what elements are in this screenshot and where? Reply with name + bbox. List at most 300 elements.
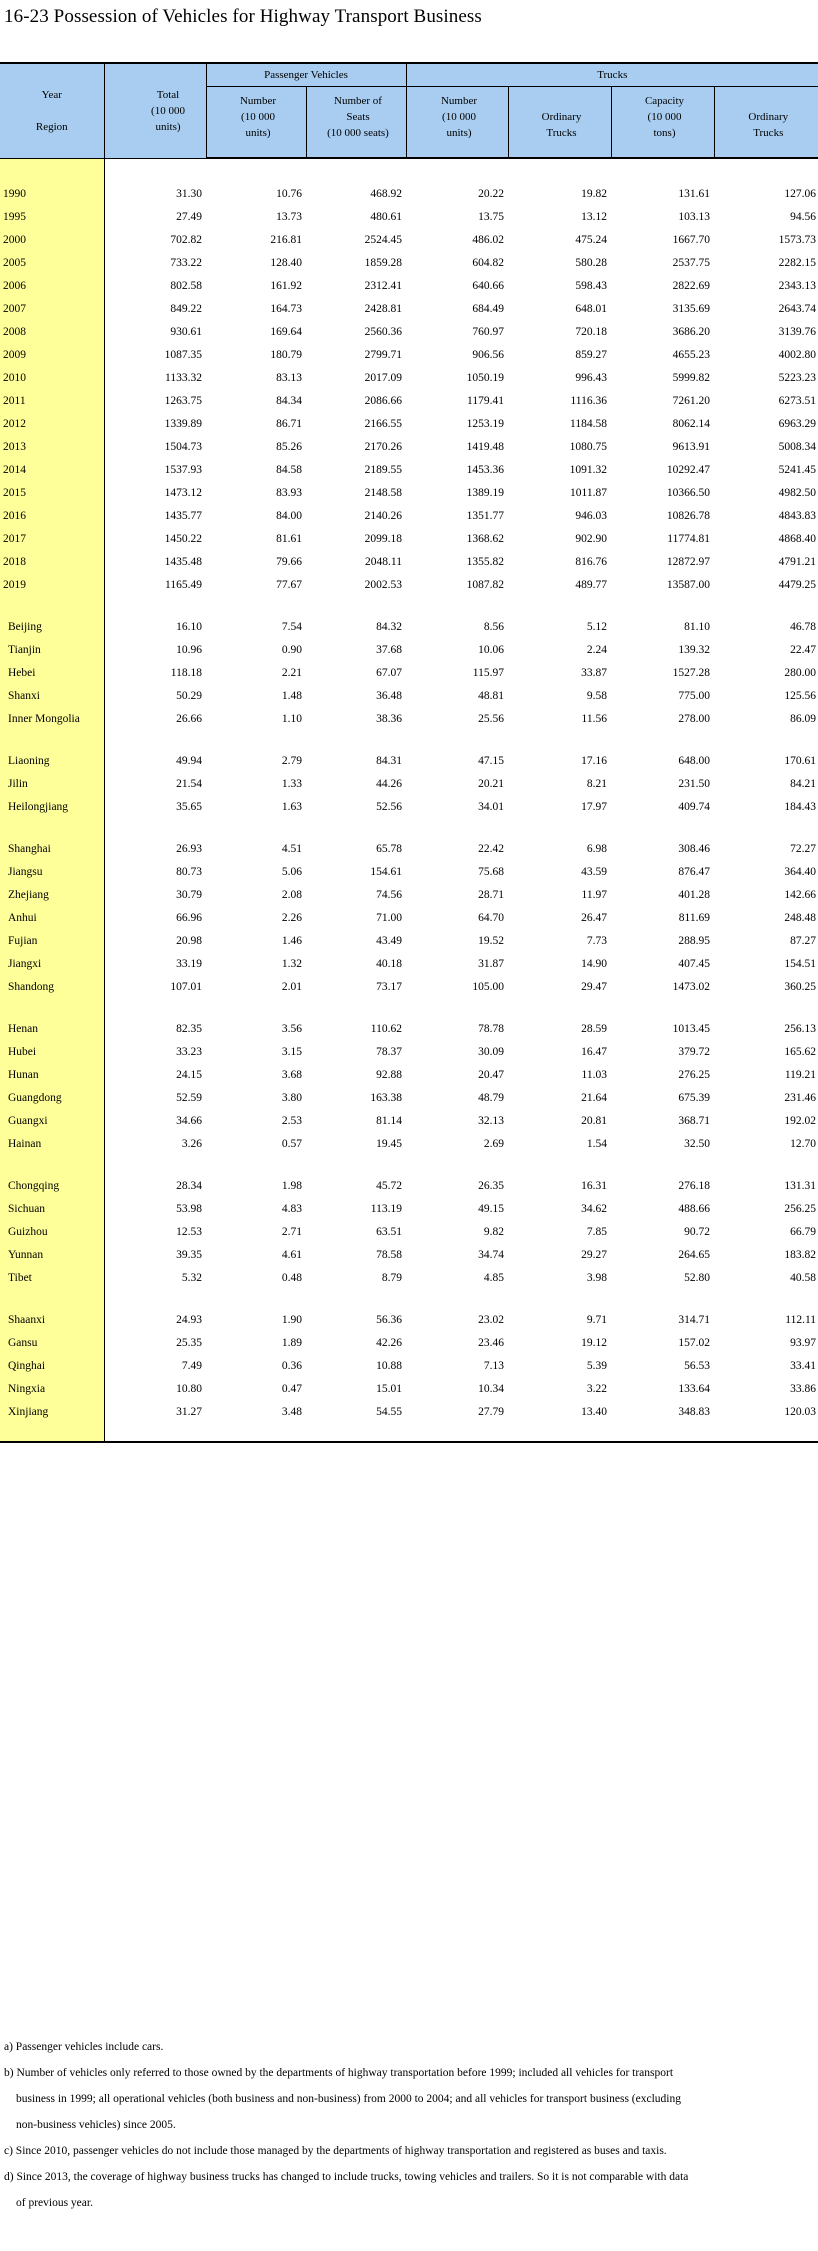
table-cell: 11774.81 — [667, 532, 710, 545]
table-cell: 84.58 — [276, 463, 302, 476]
table-cell: 2.71 — [281, 1225, 302, 1238]
table-cell: 0.36 — [281, 1359, 302, 1372]
table-cell: 1.33 — [281, 777, 302, 790]
region-row — [0, 1109, 818, 1132]
table-cell: 3.56 — [281, 1022, 302, 1035]
row-label: Hebei — [0, 661, 104, 684]
table-cell: 78.37 — [376, 1045, 402, 1058]
footnote-line: of previous year. — [16, 2197, 93, 2209]
table-cell: 131.61 — [678, 187, 710, 200]
table-cell: 54.55 — [376, 1405, 402, 1418]
region-row — [0, 1040, 818, 1063]
table-cell: 10.80 — [176, 1382, 202, 1395]
table-cell: 0.48 — [281, 1271, 302, 1284]
table-cell: 859.27 — [575, 348, 607, 361]
table-cell: 120.03 — [784, 1405, 817, 1418]
table-cell: 66.79 — [790, 1225, 817, 1238]
region-row — [0, 1266, 818, 1289]
table-cell: 2.53 — [281, 1114, 302, 1127]
table-cell: 475.24 — [575, 233, 607, 246]
table-cell: 10.34 — [478, 1382, 504, 1395]
table-cell: 2048.11 — [365, 555, 402, 568]
table-cell: 598.43 — [575, 279, 607, 292]
table-cell: 163.38 — [370, 1091, 402, 1104]
table-cell: 142.66 — [784, 888, 817, 901]
table-cell: 1435.77 — [164, 509, 202, 522]
table-cell: 7.49 — [181, 1359, 202, 1372]
table-cell: 10.06 — [478, 643, 504, 656]
table-cell: 7.13 — [483, 1359, 504, 1372]
region-row — [0, 975, 818, 998]
table-cell: 49.94 — [176, 754, 202, 767]
table-cell: 675.39 — [678, 1091, 710, 1104]
table-cell: 67.07 — [376, 666, 402, 679]
table-cell: 216.81 — [270, 233, 302, 246]
table-cell: 83.93 — [276, 486, 302, 499]
table-cell: 40.18 — [376, 957, 402, 970]
year-row — [0, 343, 818, 366]
header-tr-number: Number (10 000 units) — [406, 87, 508, 159]
table-cell: 604.82 — [472, 256, 504, 269]
table-cell: 314.71 — [678, 1313, 710, 1326]
table-cell: 37.68 — [376, 643, 402, 656]
table-cell: 161.92 — [270, 279, 302, 292]
row-label: Hubei — [0, 1040, 104, 1063]
year-row — [0, 435, 818, 458]
table-cell: 8.21 — [586, 777, 607, 790]
table-cell: 4479.25 — [778, 578, 817, 591]
table-cell: 401.28 — [678, 888, 710, 901]
year-row — [0, 481, 818, 504]
table-cell: 11.56 — [581, 712, 607, 725]
table-cell: 33.23 — [176, 1045, 202, 1058]
table-cell: 22.42 — [478, 842, 504, 855]
table-cell: 1263.75 — [164, 394, 202, 407]
row-label: 2010 — [0, 366, 104, 389]
table-cell: 946.03 — [575, 509, 607, 522]
row-label: Liaoning — [0, 749, 104, 772]
table-cell: 164.73 — [270, 302, 302, 315]
table-cell: 84.21 — [790, 777, 817, 790]
table-cell: 5999.82 — [672, 371, 710, 384]
table-cell: 648.01 — [575, 302, 607, 315]
table-cell: 133.64 — [678, 1382, 710, 1395]
table-cell: 2170.26 — [364, 440, 402, 453]
table-cell: 48.79 — [478, 1091, 504, 1104]
table-cell: 1087.35 — [164, 348, 202, 361]
table-cell: 1013.45 — [672, 1022, 710, 1035]
table-cell: 1473.02 — [672, 980, 710, 993]
header-tr-capacity-ordinary: Ordinary Trucks — [714, 87, 818, 159]
year-row — [0, 550, 818, 573]
year-row — [0, 504, 818, 527]
row-label: 1995 — [0, 205, 104, 228]
table-cell: 1.32 — [281, 957, 302, 970]
table-cell: 110.62 — [370, 1022, 402, 1035]
table-cell: 77.67 — [276, 578, 302, 591]
table-cell: 2.21 — [281, 666, 302, 679]
row-label: Jilin — [0, 772, 104, 795]
table-cell: 81.14 — [376, 1114, 402, 1127]
table-cell: 6963.29 — [778, 417, 817, 430]
table-cell: 7.54 — [281, 620, 302, 633]
table-cell: 7.85 — [586, 1225, 607, 1238]
table-cell: 13.75 — [478, 210, 504, 223]
table-cell: 1435.48 — [164, 555, 202, 568]
table-cell: 12.70 — [790, 1137, 817, 1150]
table-cell: 2799.71 — [364, 348, 402, 361]
table-cell: 66.96 — [176, 911, 202, 924]
table-cell: 1179.41 — [467, 394, 504, 407]
region-row — [0, 860, 818, 883]
table-cell: 20.81 — [581, 1114, 607, 1127]
footnote-line: business in 1999; all operational vehicles (both business and non-business) from 2000 to 2004; and all vehicles for transport business (excluding — [16, 2093, 681, 2105]
region-row — [0, 615, 818, 638]
table-cell: 32.13 — [478, 1114, 504, 1127]
table-cell: 34.74 — [478, 1248, 504, 1261]
table-cell: 702.82 — [170, 233, 202, 246]
table-header — [0, 63, 818, 158]
table-cell: 21.64 — [581, 1091, 607, 1104]
table-cell: 73.17 — [376, 980, 402, 993]
table-cell: 811.69 — [678, 911, 710, 924]
spacer-row — [0, 1155, 818, 1174]
year-row — [0, 527, 818, 550]
table-cell: 16.10 — [176, 620, 202, 633]
spacer-row — [0, 158, 818, 182]
row-label: 2018 — [0, 550, 104, 573]
table-cell: 906.56 — [472, 348, 504, 361]
table-cell: 13587.00 — [666, 578, 710, 591]
table-cell: 1.90 — [281, 1313, 302, 1326]
year-row — [0, 412, 818, 435]
table-cell: 2.24 — [586, 643, 607, 656]
table-cell: 78.78 — [478, 1022, 504, 1035]
table-cell: 276.18 — [678, 1179, 710, 1192]
table-cell: 1087.82 — [466, 578, 504, 591]
table-cell: 192.02 — [784, 1114, 817, 1127]
footnote-line: b) Number of vehicles only referred to those owned by the departments of highway transportation before 1999; included all vehicles for transport — [4, 2067, 674, 2079]
row-label: Ningxia — [0, 1377, 104, 1400]
table-cell: 1527.28 — [672, 666, 710, 679]
table-cell: 278.00 — [678, 712, 710, 725]
table-cell: 30.79 — [176, 888, 202, 901]
header-tr-ordinary: Ordinary Trucks — [508, 87, 611, 159]
table-cell: 183.82 — [784, 1248, 817, 1261]
table-cell: 33.19 — [176, 957, 202, 970]
table-cell: 12.53 — [176, 1225, 202, 1238]
table-cell: 4868.40 — [778, 532, 817, 545]
table-cell: 5.12 — [586, 620, 607, 633]
table-cell: 3686.20 — [672, 325, 710, 338]
table-cell: 169.64 — [270, 325, 302, 338]
table-cell: 1450.22 — [164, 532, 202, 545]
row-label: Hainan — [0, 1132, 104, 1155]
row-label: Beijing — [0, 615, 104, 638]
table-cell: 8062.14 — [672, 417, 710, 430]
table-cell: 85.26 — [276, 440, 302, 453]
table-cell: 32.50 — [684, 1137, 710, 1150]
region-row — [0, 684, 818, 707]
spacer-row — [0, 818, 818, 837]
table-cell: 3.15 — [281, 1045, 302, 1058]
table-cell: 3.22 — [586, 1382, 607, 1395]
table-cell: 280.00 — [784, 666, 817, 679]
table-cell: 20.21 — [478, 777, 504, 790]
table-cell: 14.90 — [581, 957, 607, 970]
table-cell: 27.79 — [478, 1405, 504, 1418]
table-cell: 19.52 — [478, 934, 504, 947]
row-label: Shaanxi — [0, 1308, 104, 1331]
table-cell: 6273.51 — [778, 394, 817, 407]
row-label: Yunnan — [0, 1243, 104, 1266]
table-cell: 308.46 — [678, 842, 710, 855]
table-cell: 2.08 — [281, 888, 302, 901]
region-row — [0, 1197, 818, 1220]
table-cell: 4002.80 — [778, 348, 817, 361]
region-row — [0, 1400, 818, 1423]
spacer-row — [0, 596, 818, 615]
row-label: 2006 — [0, 274, 104, 297]
row-label: 2019 — [0, 573, 104, 596]
table-cell: 1.63 — [281, 800, 302, 813]
table-cell: 5008.34 — [778, 440, 817, 453]
table-cell: 47.15 — [478, 754, 504, 767]
table-cell: 1355.82 — [466, 555, 504, 568]
table-cell: 52.80 — [684, 1271, 710, 1284]
header-trucks: Trucks — [406, 63, 818, 87]
table-cell: 1050.19 — [466, 371, 504, 384]
table-cell: 3.98 — [586, 1271, 607, 1284]
table-cell: 2086.66 — [364, 394, 402, 407]
table-cell: 86.09 — [790, 712, 817, 725]
table-cell: 17.97 — [581, 800, 607, 813]
table-cell: 52.59 — [176, 1091, 202, 1104]
table-cell: 2.79 — [281, 754, 302, 767]
row-label: Tibet — [0, 1266, 104, 1289]
table-cell: 74.56 — [376, 888, 402, 901]
table-cell: 849.22 — [170, 302, 202, 315]
row-label: Guangxi — [0, 1109, 104, 1132]
row-label: Sichuan — [0, 1197, 104, 1220]
table-cell: 79.66 — [276, 555, 302, 568]
table-cell: 684.49 — [472, 302, 504, 315]
year-row — [0, 228, 818, 251]
table-cell: 119.21 — [784, 1068, 817, 1081]
table-cell: 802.58 — [170, 279, 202, 292]
table-cell: 648.00 — [678, 754, 710, 767]
table-cell: 3.80 — [281, 1091, 302, 1104]
table-cell: 930.61 — [170, 325, 202, 338]
table-cell: 1667.70 — [672, 233, 710, 246]
table-cell: 31.30 — [176, 187, 202, 200]
table-cell: 154.61 — [370, 865, 402, 878]
table-cell: 409.74 — [678, 800, 710, 813]
table-cell: 407.45 — [678, 957, 710, 970]
table-cell: 81.61 — [276, 532, 302, 545]
region-row — [0, 929, 818, 952]
table-cell: 113.19 — [370, 1202, 402, 1215]
table-cell: 256.13 — [784, 1022, 817, 1035]
table-cell: 131.31 — [784, 1179, 817, 1192]
table-cell: 2643.74 — [778, 302, 817, 315]
table-cell: 87.27 — [790, 934, 817, 947]
region-row — [0, 1243, 818, 1266]
table-cell: 1.98 — [281, 1179, 302, 1192]
table-cell: 93.97 — [790, 1336, 817, 1349]
row-label: Tianjin — [0, 638, 104, 661]
table-cell: 154.51 — [784, 957, 817, 970]
region-row — [0, 1174, 818, 1197]
row-label: Guizhou — [0, 1220, 104, 1243]
region-row — [0, 1063, 818, 1086]
table-cell: 1453.36 — [466, 463, 504, 476]
table-cell: 81.10 — [684, 620, 710, 633]
table-cell: 1011.87 — [570, 486, 607, 499]
table-cell: 34.01 — [478, 800, 504, 813]
row-label: Guangdong — [0, 1086, 104, 1109]
table-cell: 35.65 — [176, 800, 202, 813]
table-cell: 15.01 — [376, 1382, 402, 1395]
table-cell: 1184.58 — [570, 417, 607, 430]
vehicles-table — [0, 62, 818, 1443]
row-label: 2009 — [0, 343, 104, 366]
table-cell: 733.22 — [170, 256, 202, 269]
table-cell: 2.01 — [281, 980, 302, 993]
region-row — [0, 952, 818, 975]
spacer-row — [0, 730, 818, 749]
table-cell: 23.46 — [478, 1336, 504, 1349]
table-cell: 44.26 — [376, 777, 402, 790]
table-cell: 1.48 — [281, 689, 302, 702]
table-cell: 56.53 — [684, 1359, 710, 1372]
row-label: 2012 — [0, 412, 104, 435]
table-cell: 2002.53 — [364, 578, 402, 591]
table-cell: 5.06 — [281, 865, 302, 878]
year-row — [0, 182, 818, 205]
table-cell: 2017.09 — [364, 371, 402, 384]
table-cell: 2166.55 — [364, 417, 402, 430]
row-label: Shandong — [0, 975, 104, 998]
region-row — [0, 707, 818, 730]
year-row — [0, 389, 818, 412]
header-pv-seats: Number of Seats (10 000 seats) — [306, 87, 406, 159]
region-row — [0, 638, 818, 661]
table-cell: 64.70 — [478, 911, 504, 924]
table-cell: 45.72 — [376, 1179, 402, 1192]
table-cell: 78.58 — [376, 1248, 402, 1261]
table-cell: 94.56 — [790, 210, 817, 223]
table-cell: 775.00 — [678, 689, 710, 702]
table-cell: 33.87 — [581, 666, 607, 679]
table-cell: 364.40 — [784, 865, 817, 878]
table-cell: 2282.15 — [778, 256, 817, 269]
table-cell: 264.65 — [678, 1248, 710, 1261]
table-cell: 11.97 — [581, 888, 607, 901]
row-label: Henan — [0, 1017, 104, 1040]
row-label: 2011 — [0, 389, 104, 412]
table-cell: 1473.12 — [164, 486, 202, 499]
table-cell: 1091.32 — [569, 463, 607, 476]
table-cell: 0.47 — [281, 1382, 302, 1395]
table-cell: 1.89 — [281, 1336, 302, 1349]
table-cell: 720.18 — [575, 325, 607, 338]
table-cell: 10.96 — [176, 643, 202, 656]
table-cell: 902.90 — [575, 532, 607, 545]
table-cell: 28.71 — [478, 888, 504, 901]
row-label: Anhui — [0, 906, 104, 929]
table-cell: 48.81 — [478, 689, 504, 702]
table-cell: 760.97 — [472, 325, 504, 338]
table-cell: 1368.62 — [466, 532, 504, 545]
table-cell: 23.02 — [478, 1313, 504, 1326]
table-cell: 486.02 — [472, 233, 504, 246]
table-cell: 876.47 — [678, 865, 710, 878]
table-cell: 103.13 — [678, 210, 710, 223]
table-cell: 2148.58 — [364, 486, 402, 499]
region-row — [0, 1331, 818, 1354]
table-cell: 5.32 — [181, 1271, 202, 1284]
table-cell: 12872.97 — [666, 555, 710, 568]
table-cell: 16.47 — [581, 1045, 607, 1058]
table-cell: 38.36 — [376, 712, 402, 725]
table-cell: 13.73 — [276, 210, 302, 223]
table-cell: 127.06 — [784, 187, 817, 200]
row-label: 2014 — [0, 458, 104, 481]
table-cell: 118.18 — [170, 666, 202, 679]
row-label: Qinghai — [0, 1354, 104, 1377]
table-cell: 3.26 — [181, 1137, 202, 1150]
region-row — [0, 772, 818, 795]
header-passenger-vehicles: Passenger Vehicles — [206, 63, 406, 87]
table-cell: 105.00 — [472, 980, 504, 993]
table-cell: 1859.28 — [364, 256, 402, 269]
table-cell: 2428.81 — [364, 302, 402, 315]
row-label: Hunan — [0, 1063, 104, 1086]
table-cell: 43.59 — [581, 865, 607, 878]
year-row — [0, 366, 818, 389]
region-row — [0, 906, 818, 929]
row-label: 2007 — [0, 297, 104, 320]
table-cell: 84.34 — [276, 394, 302, 407]
row-label: 2015 — [0, 481, 104, 504]
row-label: 2008 — [0, 320, 104, 343]
table-cell: 1133.32 — [165, 371, 202, 384]
footnote-line: a) Passenger vehicles include cars. — [4, 2041, 164, 2053]
table-cell: 1253.19 — [466, 417, 504, 430]
table-cell: 1.54 — [586, 1137, 607, 1150]
table-cell: 276.25 — [678, 1068, 710, 1081]
table-cell: 1.46 — [281, 934, 302, 947]
table-cell: 9.71 — [586, 1313, 607, 1326]
spacer-row — [0, 1423, 818, 1442]
table-cell: 4982.50 — [778, 486, 817, 499]
table-cell: 20.47 — [478, 1068, 504, 1081]
table-cell: 43.49 — [376, 934, 402, 947]
table-cell: 2.69 — [483, 1137, 504, 1150]
region-row — [0, 1017, 818, 1040]
region-row — [0, 883, 818, 906]
table-cell: 52.56 — [376, 800, 402, 813]
region-row — [0, 1354, 818, 1377]
table-cell: 1339.89 — [164, 417, 202, 430]
header-year: Year — [41, 88, 62, 101]
table-cell: 107.01 — [170, 980, 202, 993]
row-label: 2017 — [0, 527, 104, 550]
footnotes — [4, 2034, 812, 2216]
table-cell: 231.46 — [784, 1091, 817, 1104]
row-label: Fujian — [0, 929, 104, 952]
